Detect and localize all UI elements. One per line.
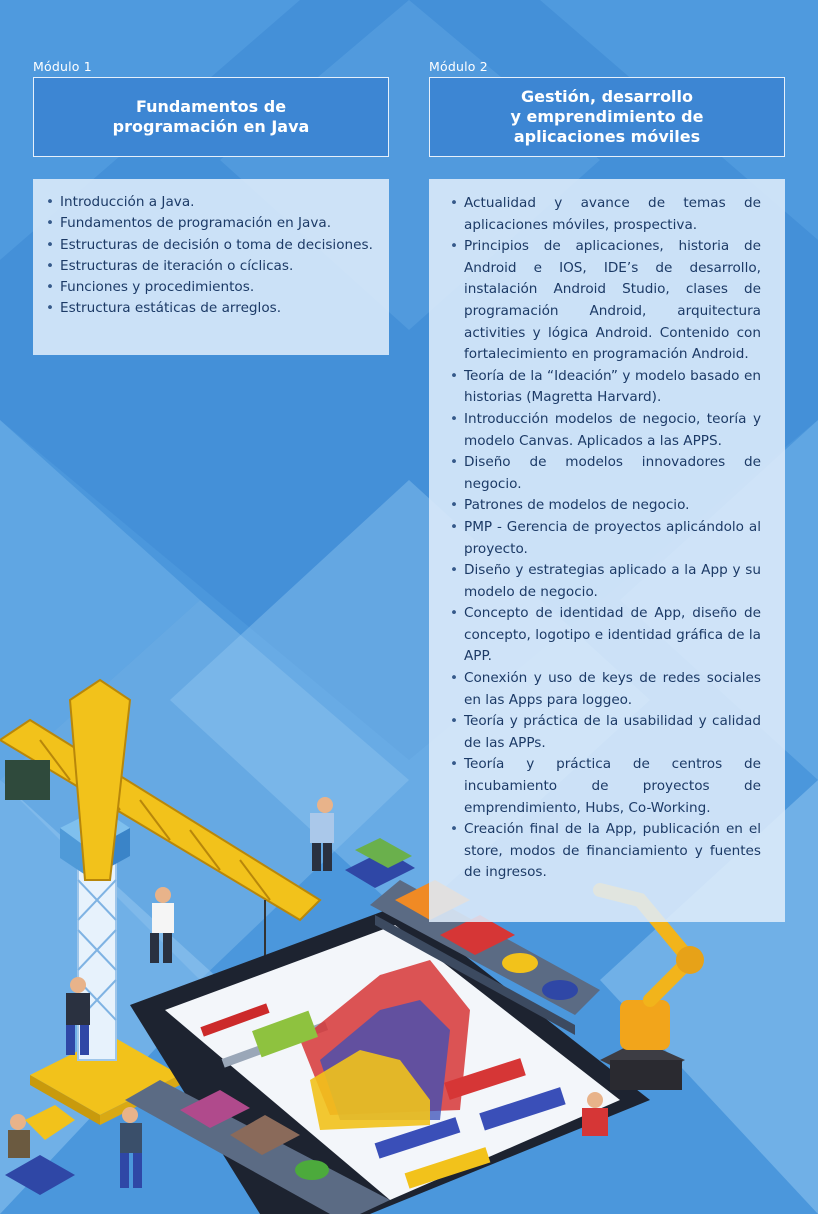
list-item: • Conexión y uso de keys de redes sociales en las Apps para loggeo. bbox=[450, 668, 761, 711]
list-item: • PMP - Gerencia de proyectos aplicándolo al proyecto. bbox=[450, 517, 761, 560]
list-item: • Principios de aplicaciones, historia de Android e IOS, IDE’s de desarrollo, instalación Android Studio, clases de programación Android, arquitectura activities y lógica Android. Contenido con fortalecimiento en programación Android. bbox=[450, 236, 761, 366]
list-item: • Estructuras de decisión o toma de decisiones. bbox=[46, 235, 375, 256]
list-item: • Diseño de modelos innovadores de negocio. bbox=[450, 452, 761, 495]
list-item: • Teoría y práctica de la usabilidad y calidad de las APPs. bbox=[450, 711, 761, 754]
module-2-title-line: y emprendimiento de bbox=[510, 107, 704, 126]
list-item: • Teoría de la “Ideación” y modelo basado en historias (Magretta Harvard). bbox=[450, 366, 761, 409]
module-1-topics bbox=[33, 179, 389, 355]
module-2-title bbox=[429, 77, 785, 157]
module-2-topics bbox=[429, 179, 785, 922]
list-item: • Concepto de identidad de App, diseño de concepto, logotipo e identidad gráfica de la APP. bbox=[450, 603, 761, 668]
list-item: • Fundamentos de programación en Java. bbox=[46, 213, 375, 234]
list-item: • Introducción a Java. bbox=[46, 192, 375, 213]
module-2-label: Módulo 2 bbox=[429, 59, 488, 74]
module-1-title bbox=[33, 77, 389, 157]
list-item: • Estructura estáticas de arreglos. bbox=[46, 298, 375, 319]
module-2-title-line: Gestión, desarrollo bbox=[520, 87, 694, 106]
list-item: • Actualidad y avance de temas de aplicaciones móviles, prospectiva. bbox=[450, 193, 761, 236]
list-item: • Estructuras de iteración o cíclicas. bbox=[46, 256, 375, 277]
list-item: • Introducción modelos de negocio, teoría y modelo Canvas. Aplicados a las APPS. bbox=[450, 409, 761, 452]
list-item: • Teoría y práctica de centros de incubamiento de proyectos de emprendimiento, Hubs, Co-Working. bbox=[450, 754, 761, 819]
list-item: • Creación final de la App, publicación en el store, modos de financiamiento y fuentes de ingresos. bbox=[450, 819, 761, 884]
list-item: • Patrones de modelos de negocio. bbox=[450, 495, 761, 517]
module-1-label: Módulo 1 bbox=[33, 59, 92, 74]
module-1-title-line: Fundamentos de bbox=[135, 97, 287, 116]
list-item: • Funciones y procedimientos. bbox=[46, 277, 375, 298]
module-1-title-line: programación en Java bbox=[112, 117, 310, 136]
module-2-title-line: aplicaciones móviles bbox=[513, 127, 701, 146]
smartphone-icon bbox=[130, 905, 650, 1214]
list-item: • Diseño y estrategias aplicado a la App y su modelo de negocio. bbox=[450, 560, 761, 603]
